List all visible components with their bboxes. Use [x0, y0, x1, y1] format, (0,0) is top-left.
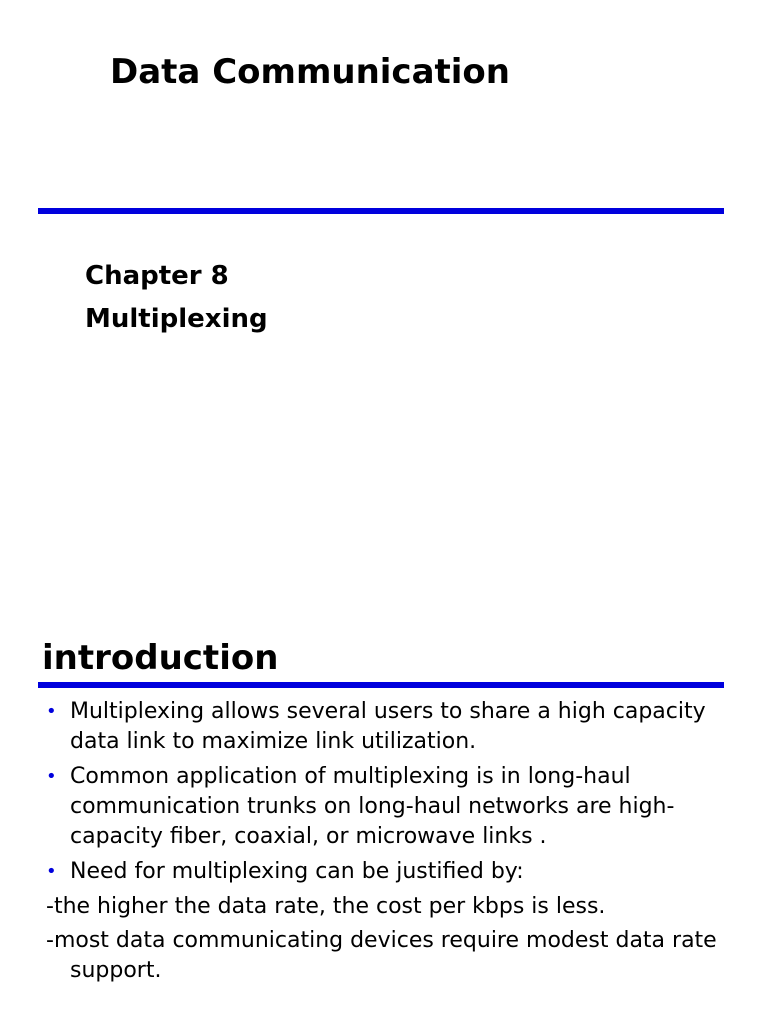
bullet-text: Multiplexing allows several users to share a high capacity data link to maximize link utilization. [70, 699, 706, 754]
bullet-text: Common application of multiplexing is in long-haul communication trunks on long-haul networks are high-capacity fiber, coaxial, or microwave links . [70, 764, 675, 849]
list-item [46, 762, 726, 852]
dash-list-item: -most data communicating devices require modest data rate support. [46, 928, 717, 983]
bullet-icon: • [46, 766, 57, 787]
title-divider-rule [38, 208, 724, 214]
slide-title: Data Communication [110, 52, 510, 92]
heading-divider-rule [38, 682, 724, 688]
bullet-icon: • [46, 701, 57, 722]
chapter-label: Chapter 8 [85, 261, 229, 291]
list-item [46, 697, 726, 757]
list-item [46, 857, 726, 887]
bullet-list [46, 697, 726, 986]
section-heading: introduction [42, 638, 279, 678]
chapter-topic: Multiplexing [85, 304, 268, 334]
dash-list-item: -the higher the data rate, the cost per kbps is less. [46, 894, 606, 919]
bullet-text: Need for multiplexing can be justified by: [70, 859, 524, 884]
introduction-slide [0, 622, 768, 1024]
bullet-icon: • [46, 861, 57, 882]
